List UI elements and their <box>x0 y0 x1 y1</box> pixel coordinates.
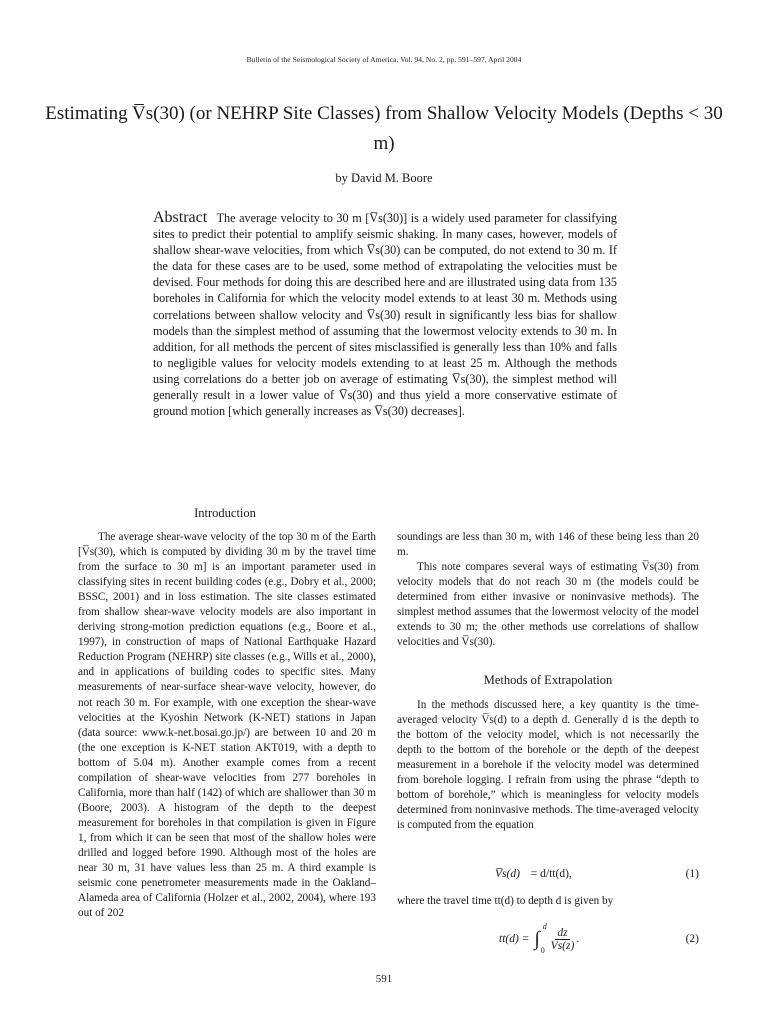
page-number: 591 <box>375 973 393 985</box>
methods-heading: Methods of Extrapolation <box>483 673 613 687</box>
right-column-eq-text <box>397 894 699 909</box>
equation-2-number: (2) <box>685 933 699 945</box>
journal-header: Bulletin of the Seismological Society of America, Vol. 94, No. 2, pp. 591–597, April 2004 <box>246 55 522 64</box>
methods-paragraph-1: In the methods discussed here, a key quantity is the time-averaged velocity V̅s(d) to a depth d. Generally d is the depth to the bottom of the velocity model, which is not necessarily the depth to the bottom of the borehole or the depth of the deepest measurement in a borehole if the velocity model was determined from borehole logging. I refrain from using the phrase “depth to bottom of borehole,” which is meaningless for velocity models determined from noninvasive methods. The time-averaged velocity is computed from the equation <box>397 699 699 832</box>
equation-1 <box>397 866 699 882</box>
integral-upper-limit: d <box>542 922 547 931</box>
left-column <box>78 530 376 921</box>
equation-2-trailing: . <box>576 933 580 946</box>
equation-2 <box>397 924 699 958</box>
intro-paragraph-2: soundings are less than 30 m, with 146 of these being less than 20 m. <box>397 531 699 559</box>
fraction-numerator: dz <box>557 927 568 939</box>
author-line: by David M. Boore <box>335 171 433 185</box>
abstract-text: The average velocity to 30 m [V̅s(30)] is a widely used parameter for classifying sites to predict their potential to amplify seismic shaking. In many cases, however, models of shallow shear-wave velocities, from which V̅s(30) can be computed, do not extend to 30 m. If the data for these cases are to be used, some method of extrapolating the velocities must be devised. Four methods for doing this are described here and are illustrated using data from 135 boreholes in California for which the velocity model extends to at least 30 m. Methods using correlations between shallow velocity and V̅s(30) result in significantly less bias for shallow models than the simplest method of assuming that the lowermost velocity extends to 30 m. In addition, for all methods the percent of sites misclassified is generally less than 10% and falls to negligible values for velocity models extending to at least 25 m. Although the methods using correlations do a better job on average of estimating V̅s(30), the simplest method will generally result in a lower value of V̅s(30) and thus yield a more conservative estimate of ground motion [which generally increases as V̅s(30) decreases]. <box>153 211 617 419</box>
equation-2-lhs: tt(d) = <box>499 933 530 946</box>
methods-paragraph-2: where the travel time tt(d) to depth d is given by <box>397 895 614 907</box>
paper-title: Estimating V̅s(30) (or NEHRP Site Classes) from Shallow Velocity Models (Depths < 30 m) <box>45 103 723 154</box>
intro-paragraph-3: This note compares several ways of estimating V̅s(30) from velocity models that do not reach 30 m (the models could be determined from either invasive or noninvasive methods). The simplest method assumes that the lowermost velocity of the model extends to 30 m; the other methods use correlations of shallow velocities and V̅s(30). <box>397 561 699 649</box>
introduction-heading: Introduction <box>194 506 256 520</box>
right-column-methods <box>397 698 699 833</box>
fraction-denominator: Vs(z) <box>550 940 575 952</box>
abstract-block <box>153 210 617 419</box>
equation-1-rhs: = d/tt(d), <box>530 868 572 880</box>
equation-1-lhs: V̅s(d) <box>495 868 520 880</box>
integrand-fraction <box>549 927 580 952</box>
integral-lower-limit: 0 <box>540 946 545 955</box>
abstract-label: Abstract <box>153 209 208 226</box>
integral-sign: ∫ d 0 <box>534 922 547 955</box>
intro-paragraph-1: The average shear-wave velocity of the top 30 m of the Earth [V̅s(30), which is computed by dividing 30 m by the travel time from the surface to 30 m] is an important parameter used in classifying sites in recent building codes (e.g., Dobry et al., 2000; BSSC, 2001) and in loss estimation. The site classes estimated from shallow shear-wave velocity models are also important in deriving strong-motion prediction equations (e.g., Boore et al., 1997), in construction of maps of National Earthquake Hazard Reduction Program (NEHRP) site classes (e.g., Wills et al., 2000), and in applications of building codes to specific sites. Many measurements of near-surface shear-wave velocity, however, do not reach 30 m. For example, with one exception the shear-wave velocities at the Kyoshin Network (K-NET) stations in Japan (data source: www.k-net.bosai.go.jp/) are between 10 and 20 m (the one exception is K-NET station AKT019, with a depth to bottom of 5.04 m). Another example comes from a recent compilation of shear-wave velocities from 277 boreholes in California, more than half (142) of which are shallower than 30 m (Boore, 2003). A histogram of the depth to the deepest measurement for boreholes in that compilation is given in Figure 1, from which it can be seen that most of the shallow holes were drilled and logged before 1990. Although most of the holes are near 30 m, 31 have values less than 25 m. A third example is seismic cone penetrometer measurements made in the Oakland–Alameda area of California (Holzer et al., 2002, 2004), where 193 out of 202 <box>78 531 376 920</box>
right-column-top <box>397 530 699 650</box>
equation-1-number: (1) <box>685 868 699 880</box>
